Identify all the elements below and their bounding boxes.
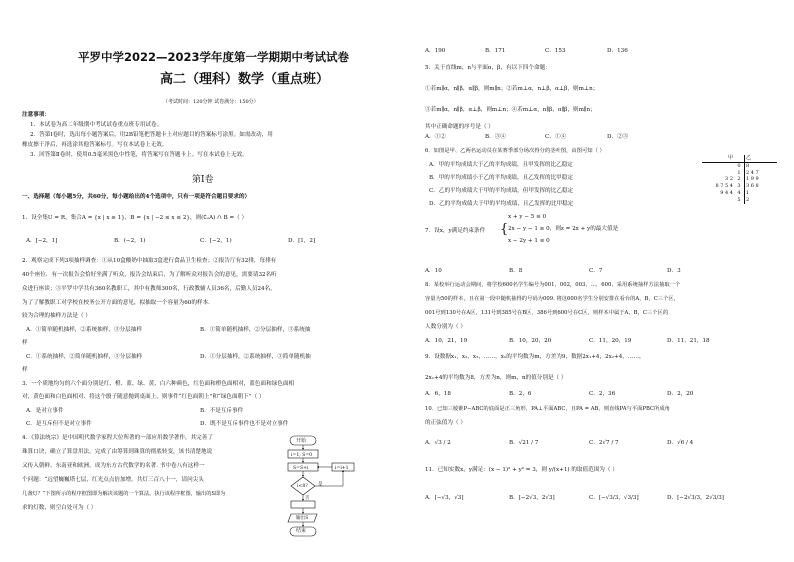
q7-option-a: A．10 (425, 268, 442, 274)
exam-subtitle: 高二（理科）数学（重点班） (160, 72, 330, 87)
q10-option-d: D．√6 / 4 (667, 440, 694, 446)
note-1: 1．本试卷为高二年级期中考试试卷重点班专用试卷。 (30, 122, 163, 128)
notes-heading: 注意事项： (22, 112, 50, 118)
q7-option-d: D．3 (667, 268, 681, 274)
q11-option-c: C．[−√3/3，√3/3] (589, 495, 639, 501)
q6-option-c: C．乙的平均成绩大于甲的平均成绩，但甲发挥的比乙稳定 (429, 188, 574, 194)
right-column (397, 0, 794, 562)
note-3: 3．回答第Ⅱ卷时，使用0.5毫米黑色中性笔，将答案写在答题卡上。写在本试卷上无效。 (30, 152, 248, 158)
q6-line-1: 6．如图是甲、乙两名运动员在某赛季部分场次得分的茎叶图，由图可知（ ） (425, 148, 605, 154)
q5-line-1: 5．关于直线m，n与平面α，β，有以下四个命题： (425, 65, 551, 71)
q4-line-5: 几盏灯？”下图所示的程序框图即为解决该题的一个算法，执行该程序框图，输出的S即为 (22, 491, 226, 497)
q8-option-d: D．11，21，18 (667, 338, 710, 344)
q5-line-4: 其中正确命题的序号是（ ） (425, 124, 494, 130)
q11-option-b: B．[−2√3，2√3] (509, 495, 555, 501)
q9-line-1: 9．设数据x₁，x₂，x₃，……，xₙ的平均数为m，方差为9，数据2x₁+4，2x₂+4，……， (425, 354, 645, 360)
q7-constraint-1: x + y − 5 ≤ 0 (508, 214, 547, 220)
q4-option-d: D．136 (607, 48, 628, 54)
stem-leaf-right: 8 (746, 162, 750, 169)
q10-option-a: A．√3 / 2 (425, 440, 451, 446)
flow-end-label: 结束 (296, 528, 307, 534)
q2-line-2: 40个座位．有一次报告会恰好坐满了听众，报告会结束后，为了解听众对报告会的意见，需要请32名听 (22, 272, 277, 278)
q9-option-c: C．2，36 (589, 391, 616, 397)
q7-option-b: B．8 (509, 268, 523, 274)
q10-option-b: B．√21 / 7 (509, 440, 539, 446)
q1-option-a: A．[−2，1] (26, 238, 58, 244)
stem-leaf-right: 1 (746, 189, 750, 196)
q9-option-d: D．2，20 (667, 391, 694, 397)
q9-option-b: B．2，6 (509, 391, 532, 397)
q6-option-b: B．甲的平均成绩小于乙的平均成绩，且乙发挥的比甲稳定 (429, 175, 573, 181)
q2-option-b: B．①简单随机抽样，②分层抽样，③系统抽 (200, 327, 311, 333)
exam-title: 平罗中学2022—2023学年度第一学期期中考试试卷 (78, 50, 350, 64)
q4-line-3: 又传入朝鲜、东南亚和欧洲，成为东方古代数学的名著. 书中卷八有这样一 (22, 463, 205, 469)
q1-stem: 1．设全集U = R，集合A = {x | x ≥ 1}，B = {x | −2 ≤ x ≤ 2}，则(∁ᵤA) ∩ B =（ ） (22, 215, 248, 221)
q4-option-c: C．153 (545, 48, 566, 54)
q4-line-6: 求的灯数，则空白处可为（ ） (22, 505, 97, 511)
q4-line-4: 个问题：“远望巍巍塔七层，红光点点倍加增，共灯三百八十一，请问尖头 (22, 477, 204, 483)
flow-no-label: 否 (305, 496, 310, 501)
q2-line-4: 为了了解教职工对学校在校务公开方面的意见，拟抽取一个容量为60的样本． (22, 300, 214, 306)
stem-leaf-left: 8 7 5 4 (715, 183, 733, 190)
note-2b: 橡皮擦干净后，再选涂其他答案标号。写在本试卷上无效。 (22, 142, 168, 148)
q5-line-2: ①若m∥α，n∥β，α∥β，则m∥n；②若m⊥α，n⊥β，α⊥β，则m⊥n； (425, 86, 599, 92)
flow-assign-label: S=S+i (293, 466, 309, 471)
q5-line-3: ③若m∥α，n∥β，α⊥β，则m⊥n；④若m⊥α，n∥β，α∥β，则m∥n； (425, 107, 596, 113)
flow-start-label: 开始 (296, 438, 307, 444)
q5-option-c: C．①④ (545, 134, 567, 140)
stem-leaf-stem: 1 (734, 170, 745, 177)
q8-line-1: 8．某校举行运动会期间，将学校600名学生编号为001，002，003，…，600，采用系统抽样方法抽取一个 (425, 282, 681, 288)
q2-option-d-cont: 样 (22, 367, 28, 373)
q10-option-c: C．2√7 / 7 (589, 440, 619, 446)
q3-option-a: A．是对立事件 (26, 408, 64, 414)
q6-option-a: A．甲的平均成绩大于乙的平均成绩，且甲发挥的比乙稳定 (429, 162, 573, 168)
q2-option-d: D．①分层抽样，②系统抽样，③简单随机抽 (200, 354, 311, 360)
flow-init-label: i=1, S=0 (291, 453, 313, 458)
q8-line-2: 容量为50的样本，且在第一段中随机抽得的号码为009. 将这600名学生分别安排在看台的A，B，C三个区， (425, 296, 679, 302)
q2-option-a: A．①简单随机抽样，②系统抽样，③分层抽样 (26, 327, 142, 333)
q5-option-a: A．①② (425, 134, 446, 140)
q11-option-a: A．[−√3，√3] (425, 495, 464, 501)
q11-line-1: 11．已知实数x，y满足：(x − 1)² + y² = 3，则 y/(x+1) 的取值范围为（ ） (425, 467, 618, 473)
stem-leaf-stem: 5 (734, 197, 745, 204)
stem-leaf-left (702, 170, 734, 177)
q8-option-c: C．11，20，19 (589, 338, 632, 344)
q8-option-a: A．10，21，19 (425, 338, 468, 344)
q4-option-a: A．190 (425, 48, 446, 54)
flow-yes-label: 是 (318, 482, 323, 487)
flow-inc-label: i=i+1 (335, 466, 349, 471)
stem-leaf-plot (702, 155, 777, 204)
q4-line-1: 4．《算法统宗》是中国明代数学家程大位所著的一部应用数学著作，其完善了 (22, 435, 213, 441)
q3-line-2: 对，黄色面和白色面相对．将这个骰子随意抛到桌面上，则事件“红色面朝上”和“绿色面朝下”（ ） (22, 394, 265, 400)
q5-option-b: B．③④ (485, 134, 506, 140)
q7-prefix: 7．设x，y满足约束条件 (425, 228, 486, 234)
q7-brace: { (500, 222, 509, 237)
q7-option-c: C．7 (589, 268, 603, 274)
q2-option-c: C．①系统抽样，②简单随机抽样，③分层抽样 (26, 354, 143, 360)
stem-leaf-left (702, 162, 734, 169)
q1-option-c: C．[−2，1) (200, 238, 232, 244)
q8-line-4: 人数分别为（ ） (425, 324, 466, 330)
stem-leaf-header-b: 乙 (746, 155, 752, 161)
q3-option-d: D．既不是互斥事件也不是对立事件 (200, 421, 289, 427)
q10-line-1: 10．已知三棱锥P−ABC的底面是正三角形，PA⊥平面ABC，且PA = AB，则直线PA与平面PBC所成角 (425, 406, 670, 412)
q7-constraint-2: 2x − y − 1 ≥ 0，则z = 2x + y的最大值是 (508, 226, 619, 232)
q8-option-b: B．10，20，20 (509, 338, 552, 344)
stem-leaf-stem: 4 (734, 190, 745, 197)
q11-option-d: D．[−2√3/3，2√3/3] (667, 495, 724, 501)
section-intro: 一、选择题（每小题5分，共60分，每小题给出的4个选项中，只有一项是符合题目要求的） (22, 194, 251, 200)
q1-option-d: D．[1，2] (288, 238, 316, 244)
q2-line-5: 较为合理的抽样方法是（ ） (22, 313, 91, 319)
section-title: 第Ⅰ卷 (192, 175, 214, 185)
stem-leaf-left (702, 197, 734, 204)
q10-line-2: 的正弦值为（ ） (425, 420, 466, 426)
stem-leaf-header-a: 甲 (727, 155, 733, 161)
q6-option-d: D．乙的平均成绩大于甲的平均成绩，且乙发挥的比甲稳定 (429, 201, 574, 207)
stem-leaf-stem: 2 (734, 176, 745, 183)
stem-leaf-left: 9 4 4 (720, 189, 733, 196)
q3-option-b: B．不是互斥事件 (200, 408, 244, 414)
q7-constraint-3: x − 2y + 1 ≤ 0 (508, 238, 550, 244)
stem-leaf-left: 3 2 (725, 176, 733, 183)
stem-leaf-stem: 3 (734, 183, 745, 190)
flow-output-label: 输出S (296, 516, 309, 521)
q1-option-b: B．(−2，1) (114, 238, 146, 244)
stem-leaf-right: 1 9 9 (746, 176, 759, 183)
flow-condition-label: i<8? (297, 484, 308, 489)
q2-line-3: 众进行座谈；③平罗中学共有360名教职工，其中有教师300名，行政教辅人员36名，后勤人员24名， (22, 286, 276, 292)
exam-meta: （考试时间：120分钟 试卷满分：150分） (163, 99, 259, 105)
q5-option-d: D．②③ (607, 134, 629, 140)
stem-leaf-right: 3 6 8 (746, 183, 759, 190)
q9-line-2: 2xₙ+4的平均数为8，方差为n，则m，n的值分别是（ ） (425, 375, 567, 381)
q4-option-b: B．171 (485, 48, 506, 54)
q4-line-2: 珠算口诀，确立了算盘用法，完成了由筹算到珠算的彻底转变，该书清楚地说 (22, 449, 213, 455)
note-2a: 2．答第Ⅰ卷时，选出每小题答案后，用2B铅笔把答题卡上对应题目的答案标号涂黑。如需改动，用 (30, 132, 273, 138)
flow-blank-box (291, 501, 315, 508)
q3-line-1: 3．一个质地均匀的六个面分别是红、橙、蓝、绿、黄、白六种颜色，红色面和橙色面相对，蓝色面和绿色面相 (22, 381, 295, 387)
stem-leaf-right: 2 4 7 (746, 169, 759, 176)
q2-line-1: 2．观察完成下列3项抽样调查：①从10盒酸奶中抽取3盒进行食品卫生检查；②报告厅有32排，每排有 (22, 258, 277, 264)
q2-option-b-cont: 样 (22, 340, 28, 346)
stem-leaf-right: 2 (746, 196, 750, 203)
q8-line-3: 001号到130号在A区，131号到385号在B区，386号到600号在C区，则样本中属于A，B，C三个区的 (425, 310, 669, 316)
stem-leaf-stem: 0 (734, 162, 745, 169)
q9-option-a: A．6，18 (425, 391, 451, 397)
q3-option-c: C．是互斥但不是对立事件 (26, 421, 92, 427)
